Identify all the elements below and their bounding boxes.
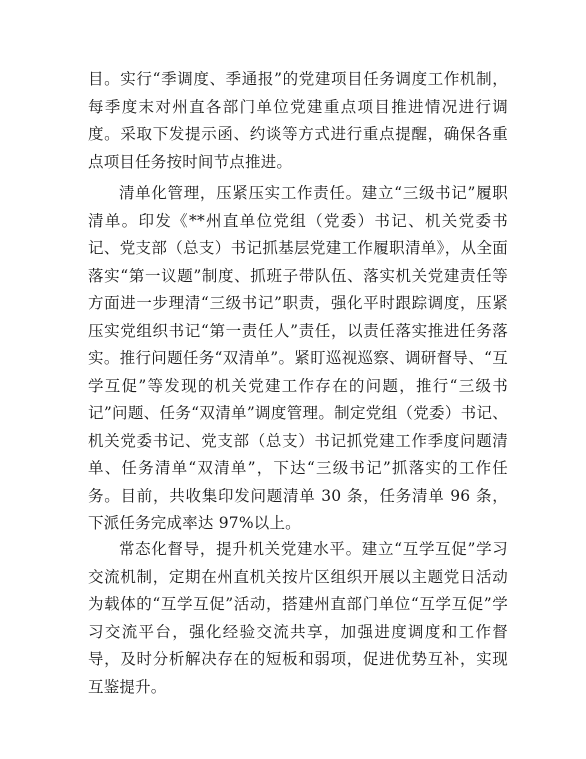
paragraph-3: 常态化督导，提升机关党建水平。建立“互学互促”学习交流机制，定期在州直机关按片区组织开展以主题党日活动为载体的“互学互促”活动，搭建州直部门单位“互学互促”学习交流平台，强化经验交流共享，加强进度调度和工作督导，及时分析解决存在的短板和弱项，促进优势互补，实现互鉴提升。 [88,540,508,696]
paragraph-2: 清单化管理，压紧压实工作责任。建立“三级书记”履职清单。印发《**州直单位党组（党委）书记、机关党委书记、党支部（总支）书记抓基层党建工作履职清单》，从全面落实“第一议题”制度、抓班子带队伍、落实机关党建责任等方面进一步理清“三级书记”职责，强化平时跟踪调度，压紧压实党组织书记“第一责任人”责任，以责任落实推进任务落实。推行问题任务“双清单”。紧盯巡视巡察、调研督导、“互学互促”等发现的机关党建工作存在的问题，推行“三级书记”问题、任务“双清单”调度管理。制定党组（党委）书记、机关党委书记、党支部（总支）书记抓党建工作季度问题清单、任务清单“双清单”，下达“三级书记”抓落实的工作任务。目前，共收集印发问题清单 30 条，任务清单 96 条，下派任务完成率达 97%以上。 [88,184,508,532]
paragraph-1: 目。实行“季调度、季通报”的党建项目任务调度工作机制，每季度末对州直各部门单位党建重点项目推进情况进行调度。采取下发提示函、约谈等方式进行重点提醒，确保各重点项目任务按时间节点推进。 [88,70,508,171]
